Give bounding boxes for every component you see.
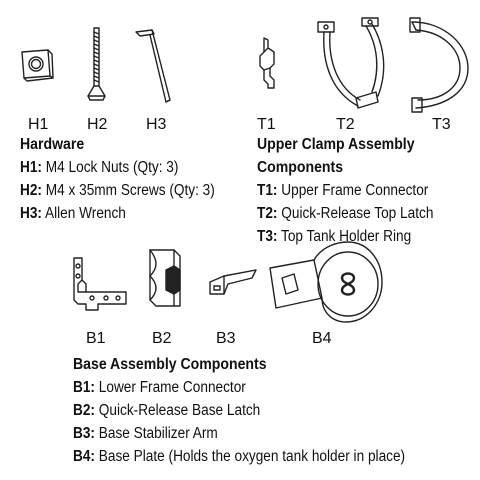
upper-clamp-item-t2: T2: Quick-Release Top Latch [257,205,434,222]
t2-label: T2 [336,116,355,133]
base-item-b1: B1: Lower Frame Connector [73,379,246,396]
hardware-item-h3: H3: Allen Wrench [20,205,126,222]
h3-label: H3 [146,116,167,133]
b2-quick-release-base-latch-drawing [140,246,196,312]
t2-quick-release-top-latch-drawing [312,14,394,114]
hardware-item-h2: H2: M4 x 35mm Screws (Qty: 3) [20,182,215,199]
h2-label: H2 [87,116,108,133]
upper-clamp-item-t1: T1: Upper Frame Connector [257,182,429,199]
base-item-b4: B4: Base Plate (Holds the oxygen tank holder in place) [73,448,406,465]
b4-label: B4 [312,330,332,347]
h3-allen-wrench-drawing [132,26,180,108]
b3-label: B3 [216,330,236,347]
b1-lower-frame-connector-drawing [68,252,134,316]
base-item-b3: B3: Base Stabilizer Arm [73,425,218,442]
hardware-item-h1: H1: M4 Lock Nuts (Qty: 3) [20,159,179,176]
t3-top-tank-holder-ring-drawing [406,14,476,114]
h2-screw-drawing [84,26,110,104]
upper-clamp-heading-line1: Upper Clamp Assembly [257,136,415,153]
t3-label: T3 [432,116,451,133]
b4-base-plate-drawing [262,238,386,330]
b3-base-stabilizer-arm-drawing [206,268,260,300]
b1-label: B1 [86,330,106,347]
upper-clamp-heading-line2: Components [257,159,344,176]
b2-label: B2 [152,330,172,347]
h1-label: H1 [28,116,49,133]
h1-lock-nut-drawing [18,46,58,82]
base-heading: Base Assembly Components [73,356,267,373]
hardware-heading: Hardware [20,136,85,153]
base-item-b2: B2: Quick-Release Base Latch [73,402,261,419]
upper-clamp-item-t3: T3: Top Tank Holder Ring [257,228,412,245]
t1-label: T1 [257,116,276,133]
t1-upper-frame-connector-drawing [256,34,280,94]
